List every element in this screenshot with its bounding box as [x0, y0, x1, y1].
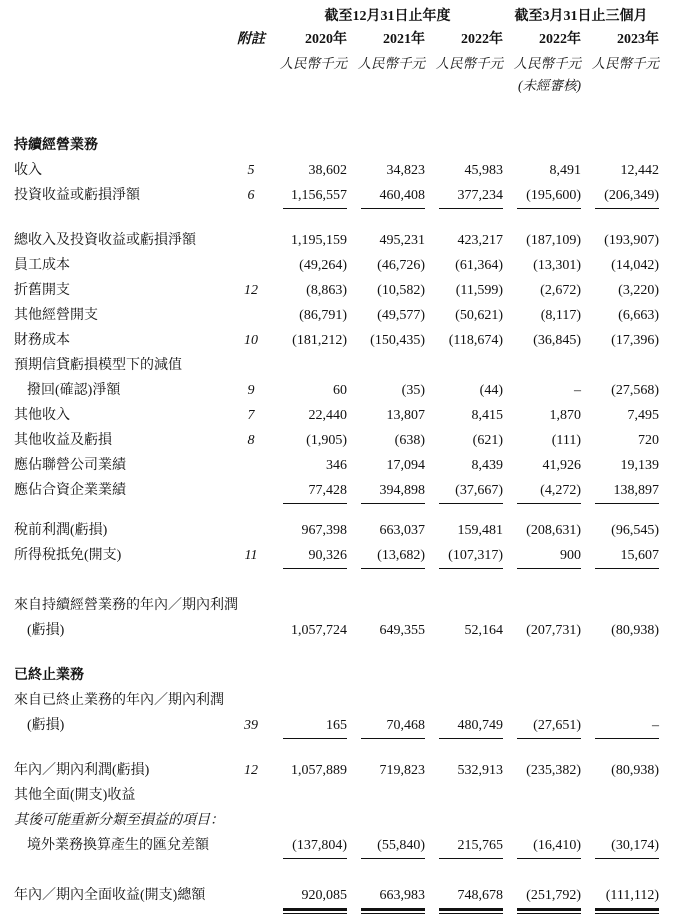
row-label: 總收入及投資收益或虧損淨額	[14, 233, 196, 248]
row-label: 其他經營開支	[14, 308, 98, 323]
value-number: 1,057,724	[291, 623, 347, 638]
value-number: (107,317)	[439, 543, 503, 569]
value-number: 532,913	[457, 763, 503, 778]
value-number: (251,792)	[517, 883, 581, 911]
value-number: (137,804)	[283, 833, 347, 859]
table-row	[14, 543, 659, 568]
value-number: 1,195,159	[291, 233, 347, 248]
table-row	[14, 158, 659, 183]
value-cell	[581, 278, 659, 303]
note-reference: 9	[247, 383, 255, 398]
table-row	[14, 133, 659, 158]
value-cell	[581, 883, 659, 911]
row-label: 投資收益或虧損淨額	[14, 188, 140, 203]
value-number: 1,156,557	[283, 183, 347, 209]
value-cell	[272, 833, 347, 859]
row-label: 其他收入	[14, 408, 70, 423]
value-number: –	[574, 383, 581, 398]
currency-unit-label: 人民幣千元	[279, 56, 347, 71]
table-rows	[14, 96, 659, 908]
row-label: 境外業務換算產生的匯兌差額	[27, 838, 209, 853]
value-number: (150,435)	[370, 333, 425, 348]
value-cell	[347, 713, 425, 739]
value-cell	[347, 478, 425, 504]
value-number: 720	[638, 433, 659, 448]
table-row	[14, 403, 659, 428]
value-number: 60	[333, 383, 347, 398]
value-cell	[425, 543, 503, 569]
value-number: (96,545)	[611, 523, 659, 538]
value-number: 165	[283, 713, 347, 739]
row-label: 應佔聯營公司業績	[14, 458, 126, 473]
row-spacer	[14, 738, 659, 758]
row-spacer	[14, 96, 659, 133]
value-number: (27,568)	[611, 383, 659, 398]
row-spacer	[14, 208, 659, 228]
value-number: 900	[517, 543, 581, 569]
value-cell	[347, 228, 425, 253]
value-number: (3,220)	[618, 283, 659, 298]
row-label: 員工成本	[14, 258, 70, 273]
value-number: 138,897	[595, 478, 659, 504]
row-label: 其他收益及虧損	[14, 433, 112, 448]
year-header-2022: 2022年	[461, 32, 503, 47]
value-number: (35)	[401, 383, 425, 398]
value-number: (37,667)	[439, 478, 503, 504]
note-reference: 8	[247, 433, 255, 448]
row-label: 預期信貸虧損模型下的減值	[14, 358, 182, 373]
value-cell	[272, 303, 347, 328]
value-number: 41,926	[542, 458, 581, 473]
year-header-2022-q1: 2022年	[539, 32, 581, 47]
value-number: (187,109)	[526, 233, 581, 248]
value-number: 423,217	[457, 233, 503, 248]
value-number: (2,672)	[540, 283, 581, 298]
value-cell	[503, 883, 581, 911]
value-cell	[272, 278, 347, 303]
value-number: (49,264)	[299, 258, 347, 273]
header-subnote-row	[14, 76, 659, 96]
value-number: 346	[326, 458, 347, 473]
value-number: 663,037	[379, 523, 425, 538]
value-cell	[425, 183, 503, 209]
value-cell	[581, 713, 659, 739]
value-cell	[272, 518, 347, 543]
note-reference: 5	[247, 163, 255, 178]
value-number: (13,682)	[361, 543, 425, 569]
note-reference: 12	[244, 283, 258, 298]
value-cell	[503, 253, 581, 278]
value-cell	[347, 453, 425, 478]
value-number: 8,415	[471, 408, 503, 423]
value-cell	[425, 518, 503, 543]
value-cell	[503, 833, 581, 859]
notes-column-header: 附註	[237, 32, 265, 47]
table-row	[14, 278, 659, 303]
value-cell	[503, 518, 581, 543]
value-cell	[503, 278, 581, 303]
note-reference: 39	[244, 718, 258, 733]
value-cell	[272, 478, 347, 504]
value-cell	[272, 253, 347, 278]
table-row	[14, 303, 659, 328]
value-number: (4,272)	[517, 478, 581, 504]
header-year-row	[14, 28, 659, 52]
value-number: (1,905)	[306, 433, 347, 448]
value-cell	[581, 158, 659, 183]
note-reference: 7	[247, 408, 255, 423]
value-cell	[347, 428, 425, 453]
value-cell	[425, 713, 503, 739]
value-cell	[581, 618, 659, 643]
value-number: 377,234	[439, 183, 503, 209]
value-number: (111,112)	[595, 883, 659, 911]
value-cell	[425, 278, 503, 303]
value-cell	[503, 328, 581, 353]
value-number: 215,765	[439, 833, 503, 859]
value-cell	[581, 378, 659, 403]
value-cell	[581, 833, 659, 859]
row-spacer	[14, 643, 659, 663]
value-number: (193,907)	[604, 233, 659, 248]
header-group-quarter: 截至3月31日止三個月	[514, 9, 648, 24]
value-cell	[581, 518, 659, 543]
row-label: 折舊開支	[14, 283, 70, 298]
value-number: 748,678	[439, 883, 503, 911]
row-label: 已終止業務	[14, 668, 84, 683]
table-row	[14, 228, 659, 253]
value-number: 1,057,889	[291, 763, 347, 778]
row-label: 收入	[14, 163, 42, 178]
row-label: 撥回(確認)淨額	[27, 383, 121, 398]
value-cell	[503, 183, 581, 209]
value-cell	[347, 883, 425, 911]
value-cell	[503, 303, 581, 328]
value-number: (13,301)	[533, 258, 581, 273]
header-unit-row	[14, 52, 659, 76]
value-cell	[503, 453, 581, 478]
value-cell	[347, 183, 425, 209]
value-number: (638)	[394, 433, 425, 448]
value-number: 480,749	[439, 713, 503, 739]
row-spacer	[14, 568, 659, 593]
table-row	[14, 378, 659, 403]
value-cell	[272, 183, 347, 209]
value-cell	[425, 253, 503, 278]
value-number: –	[595, 713, 659, 739]
value-number: 719,823	[379, 763, 425, 778]
value-cell	[347, 278, 425, 303]
table-row	[14, 883, 659, 908]
value-cell	[272, 758, 347, 783]
table-row	[14, 713, 659, 738]
value-number: (17,396)	[611, 333, 659, 348]
value-cell	[503, 378, 581, 403]
value-cell	[347, 618, 425, 643]
note-reference: 6	[247, 188, 255, 203]
value-number: (10,582)	[377, 283, 425, 298]
value-number: (80,938)	[611, 623, 659, 638]
value-number: 90,326	[283, 543, 347, 569]
value-number: 460,408	[361, 183, 425, 209]
unaudited-label: (未經審核)	[518, 78, 581, 93]
value-cell	[425, 453, 503, 478]
value-cell	[425, 428, 503, 453]
value-number: 12,442	[620, 163, 659, 178]
row-label: 其後可能重新分類至損益的項目：	[14, 813, 224, 828]
value-cell	[581, 428, 659, 453]
value-number: 13,807	[386, 408, 425, 423]
header-group-row	[14, 6, 659, 28]
value-cell	[581, 453, 659, 478]
value-cell	[425, 378, 503, 403]
year-header-2021: 2021年	[383, 32, 425, 47]
value-cell	[425, 758, 503, 783]
table-row	[14, 758, 659, 783]
table-row	[14, 253, 659, 278]
value-cell	[503, 478, 581, 504]
value-number: (46,726)	[377, 258, 425, 273]
value-number: (49,577)	[377, 308, 425, 323]
value-number: 77,428	[283, 478, 347, 504]
value-number: (195,600)	[517, 183, 581, 209]
table-row	[14, 663, 659, 688]
row-label: (虧損)	[27, 718, 65, 733]
value-number: (36,845)	[533, 333, 581, 348]
value-number: 22,440	[308, 408, 347, 423]
row-label: 年內／期內利潤(虧損)	[14, 763, 150, 778]
value-cell	[581, 328, 659, 353]
row-label: 所得稅抵免(開支)	[14, 548, 122, 563]
value-number: (621)	[472, 433, 503, 448]
value-cell	[503, 713, 581, 739]
value-cell	[347, 158, 425, 183]
value-number: 15,607	[595, 543, 659, 569]
value-number: (235,382)	[526, 763, 581, 778]
currency-unit-label: 人民幣千元	[513, 56, 581, 71]
value-cell	[347, 253, 425, 278]
value-number: 38,602	[308, 163, 347, 178]
value-number: (30,174)	[595, 833, 659, 859]
value-cell	[425, 618, 503, 643]
table-row	[14, 518, 659, 543]
value-number: (11,599)	[455, 283, 503, 298]
value-cell	[425, 158, 503, 183]
row-label: (虧損)	[27, 623, 65, 638]
value-cell	[425, 228, 503, 253]
value-cell	[347, 833, 425, 859]
value-number: (208,631)	[526, 523, 581, 538]
value-number: (80,938)	[611, 763, 659, 778]
row-label: 其他全面(開支)收益	[14, 788, 136, 803]
value-number: 663,983	[361, 883, 425, 911]
value-cell	[503, 618, 581, 643]
currency-unit-label: 人民幣千元	[357, 56, 425, 71]
row-label: 應佔合資企業業績	[14, 483, 126, 498]
value-cell	[347, 518, 425, 543]
table-row	[14, 428, 659, 453]
value-cell	[503, 543, 581, 569]
value-number: 7,495	[627, 408, 659, 423]
value-cell	[347, 543, 425, 569]
value-number: (6,663)	[618, 308, 659, 323]
value-cell	[347, 328, 425, 353]
row-label: 稅前利潤(虧損)	[14, 523, 108, 538]
value-number: (8,117)	[540, 308, 581, 323]
table-row	[14, 783, 659, 808]
value-number: 967,398	[301, 523, 347, 538]
table-row	[14, 353, 659, 378]
value-number: (16,410)	[517, 833, 581, 859]
value-cell	[581, 478, 659, 504]
currency-unit-label: 人民幣千元	[591, 56, 659, 71]
value-cell	[272, 328, 347, 353]
table-row	[14, 618, 659, 643]
value-number: (111)	[551, 433, 581, 448]
value-number: (14,042)	[611, 258, 659, 273]
value-cell	[272, 453, 347, 478]
value-cell	[272, 618, 347, 643]
table-row	[14, 833, 659, 858]
row-spacer	[14, 503, 659, 518]
year-header-2020: 2020年	[305, 32, 347, 47]
value-number: 495,231	[379, 233, 425, 248]
value-cell	[581, 543, 659, 569]
row-label: 來自持續經營業務的年內／期內利潤	[14, 598, 238, 613]
value-number: 8,439	[471, 458, 503, 473]
value-cell	[272, 713, 347, 739]
value-cell	[503, 403, 581, 428]
value-cell	[503, 228, 581, 253]
value-cell	[581, 228, 659, 253]
value-number: 920,085	[283, 883, 347, 911]
value-cell	[272, 403, 347, 428]
value-cell	[581, 183, 659, 209]
value-number: 34,823	[386, 163, 425, 178]
value-number: (118,674)	[448, 333, 503, 348]
value-number: 8,491	[549, 163, 581, 178]
value-number: (8,863)	[306, 283, 347, 298]
note-reference: 10	[244, 333, 258, 348]
table-row	[14, 688, 659, 713]
value-number: (61,364)	[455, 258, 503, 273]
value-number: (44)	[479, 383, 503, 398]
value-cell	[425, 883, 503, 911]
value-cell	[425, 403, 503, 428]
value-cell	[581, 403, 659, 428]
value-cell	[272, 378, 347, 403]
value-cell	[503, 758, 581, 783]
value-cell	[425, 303, 503, 328]
value-cell	[272, 883, 347, 911]
value-number: (86,791)	[299, 308, 347, 323]
currency-unit-label: 人民幣千元	[435, 56, 503, 71]
value-cell	[503, 158, 581, 183]
value-number: (181,212)	[292, 333, 347, 348]
value-cell	[581, 253, 659, 278]
row-spacer	[14, 858, 659, 883]
value-cell	[272, 543, 347, 569]
value-cell	[347, 378, 425, 403]
value-number: 649,355	[379, 623, 425, 638]
value-cell	[581, 758, 659, 783]
value-number: (206,349)	[595, 183, 659, 209]
row-label: 財務成本	[14, 333, 70, 348]
value-cell	[425, 328, 503, 353]
row-label: 來自已終止業務的年內／期內利潤	[14, 693, 224, 708]
value-number: 70,468	[361, 713, 425, 739]
table-row	[14, 453, 659, 478]
header-group-annual: 截至12月31日止年度	[324, 9, 451, 24]
value-cell	[347, 403, 425, 428]
table-row	[14, 478, 659, 503]
value-cell	[347, 758, 425, 783]
value-cell	[272, 428, 347, 453]
value-cell	[581, 303, 659, 328]
value-cell	[272, 228, 347, 253]
value-number: 394,898	[361, 478, 425, 504]
value-number: (50,621)	[455, 308, 503, 323]
table-row	[14, 808, 659, 833]
note-reference: 11	[244, 548, 258, 563]
value-number: (27,651)	[517, 713, 581, 739]
row-label: 持續經營業務	[14, 138, 98, 153]
value-number: 1,870	[549, 408, 581, 423]
value-cell	[425, 478, 503, 504]
value-number: 19,139	[620, 458, 659, 473]
value-number: 45,983	[464, 163, 503, 178]
row-label: 年內／期內全面收益(開支)總額	[14, 888, 206, 903]
value-number: (55,840)	[361, 833, 425, 859]
table-row	[14, 328, 659, 353]
table-row	[14, 183, 659, 208]
value-cell	[503, 428, 581, 453]
value-number: 52,164	[464, 623, 503, 638]
table-row	[14, 593, 659, 618]
value-cell	[347, 303, 425, 328]
year-header-2023-q1: 2023年	[617, 32, 659, 47]
value-number: 17,094	[386, 458, 425, 473]
value-cell	[272, 158, 347, 183]
note-reference: 12	[244, 763, 258, 778]
value-number: (207,731)	[526, 623, 581, 638]
value-number: 159,481	[457, 523, 503, 538]
value-cell	[425, 833, 503, 859]
